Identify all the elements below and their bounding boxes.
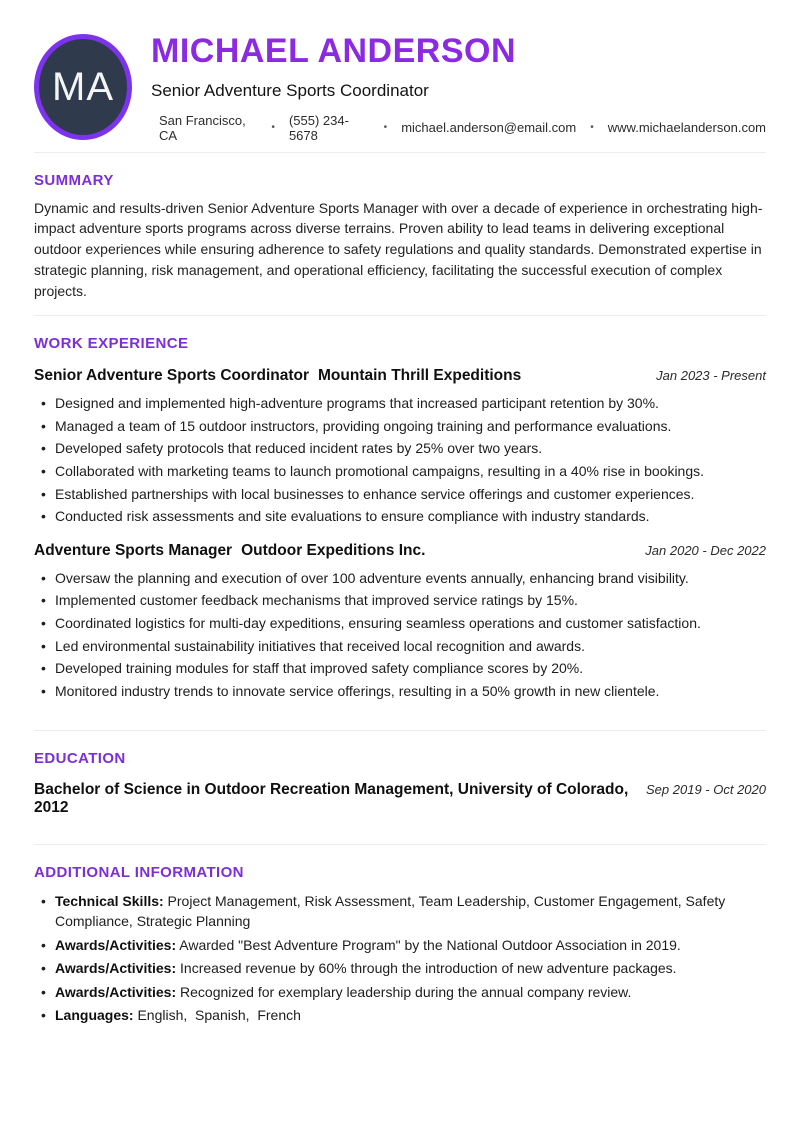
education-degree: Bachelor of Science in Outdoor Recreation Management, University of Colorado, 2012 (34, 781, 629, 817)
job-bullet: • Collaborated with marketing teams to launch promotional campaigns, resulting in a 40% rise in bookings. (34, 462, 766, 482)
job-bullet-list (34, 569, 766, 702)
job-title-group (34, 367, 521, 385)
contact-item: michael.anderson@email.com (401, 120, 577, 136)
avatar (34, 34, 132, 140)
section-work-experience (34, 316, 766, 730)
job-title-group (34, 542, 425, 560)
job-title: Adventure Sports Manager (34, 541, 233, 559)
education-heading: EDUCATION (34, 750, 126, 768)
job-bullet: • Implemented customer feedback mechanisms that improved service ratings by 15%. (34, 591, 766, 611)
job-company: Outdoor Expeditions Inc. (241, 541, 426, 559)
job-bullet: • Designed and implemented high-adventure programs that increased participant retention by 30%. (34, 394, 766, 414)
job-header-row (34, 542, 766, 560)
job-bullet: • Conducted risk assessments and site evaluations to ensure compliance with industry standards. (34, 507, 766, 527)
job-company: Mountain Thrill Expeditions (318, 367, 522, 385)
job-bullet: • Developed safety protocols that reduced incident rates by 25% over two years. (34, 439, 766, 459)
additional-item-label: Awards/Activities: (55, 983, 177, 1000)
job-dates: Jan 2023 - Present (656, 368, 766, 384)
job-bullet: • Managed a team of 15 outdoor instructors, providing ongoing training and performance evaluations. (34, 417, 766, 437)
additional-item: • Awards/Activities: Awarded "Best Adventure Program" by the National Outdoor Association in 2019. (34, 936, 766, 956)
job-list (34, 367, 766, 701)
job-dates: Jan 2020 - Dec 2022 (645, 542, 766, 558)
work-experience-heading: WORK EXPERIENCE (34, 335, 189, 353)
section-education (34, 731, 766, 844)
summary-text: Dynamic and results-driven Senior Adventure Sports Manager with over a decade of experience in orchestrating high-impact adventure sports programs across diverse terrains. Proven ability to lead teams in delivering exceptional outdoor experiences while ensuring adherence to safety regulations and quality standards. Demonstrated expertise in strategic planning, risk management, and operational efficiency, facilitating the successful execution of complex projects. (34, 199, 763, 299)
job-headline: Senior Adventure Sports Coordinator (151, 80, 429, 100)
additional-item: • Technical Skills: Project Management, Risk Assessment, Team Leadership, Customer Engagement, Safety Compliance, Strategic Planning (34, 892, 766, 931)
contact-separator-dot: • (590, 122, 594, 134)
education-dates: Sep 2019 - Oct 2020 (646, 782, 766, 798)
additional-item: • Awards/Activities: Recognized for exemplary leadership during the annual company review. (34, 983, 766, 1003)
job-bullet-list (34, 394, 766, 527)
additional-item-label: Awards/Activities: (55, 960, 177, 977)
contact-row (159, 113, 766, 143)
job-bullet: • Led environmental sustainability initiatives that received local recognition and awards. (34, 637, 766, 657)
job-entry (34, 542, 766, 702)
avatar-initials: MA (52, 64, 114, 109)
additional-item-label: Languages: (55, 1007, 134, 1024)
job-bullet: • Established partnerships with local businesses to enhance service offerings and customer experiences. (34, 485, 766, 505)
additional-information-heading: ADDITIONAL INFORMATION (34, 864, 244, 882)
contact-item: (555) 234-5678 (288, 112, 349, 143)
job-bullet: • Coordinated logistics for multi-day expeditions, ensuring seamless operations and customer satisfaction. (34, 614, 766, 634)
summary-heading: SUMMARY (34, 171, 114, 189)
job-bullet: • Developed training modules for staff that improved safety compliance scores by 20%. (34, 659, 766, 679)
contact-separator-dot: • (383, 122, 388, 134)
additional-item: • Awards/Activities: Increased revenue by 60% through the introduction of new adventure packages. (34, 959, 766, 979)
additional-list (34, 892, 766, 1026)
additional-item-label: Awards/Activities: (55, 936, 177, 953)
additional-item: • Languages: English, Spanish, French (34, 1006, 766, 1026)
job-bullet: • Monitored industry trends to innovate service offerings, resulting in a 50% growth in new clientele. (34, 682, 766, 702)
job-header-row (34, 367, 766, 385)
education-entry (34, 781, 766, 817)
page-title: MICHAEL ANDERSON (151, 32, 517, 70)
contact-item: San Francisco, CA (159, 112, 246, 143)
contact-separator-dot: • (271, 122, 275, 134)
job-title: Senior Adventure Sports Coordinator (34, 367, 310, 385)
header-text (151, 32, 766, 143)
section-summary (34, 153, 766, 316)
additional-item-label: Technical Skills: (55, 893, 164, 910)
job-entry (34, 367, 766, 527)
resume-header (34, 0, 766, 152)
contact-item: www.michaelanderson.com (607, 120, 766, 136)
section-additional-information (34, 845, 766, 1045)
job-bullet: • Oversaw the planning and execution of over 100 adventure events annually, enhancing brand visibility. (34, 569, 766, 589)
